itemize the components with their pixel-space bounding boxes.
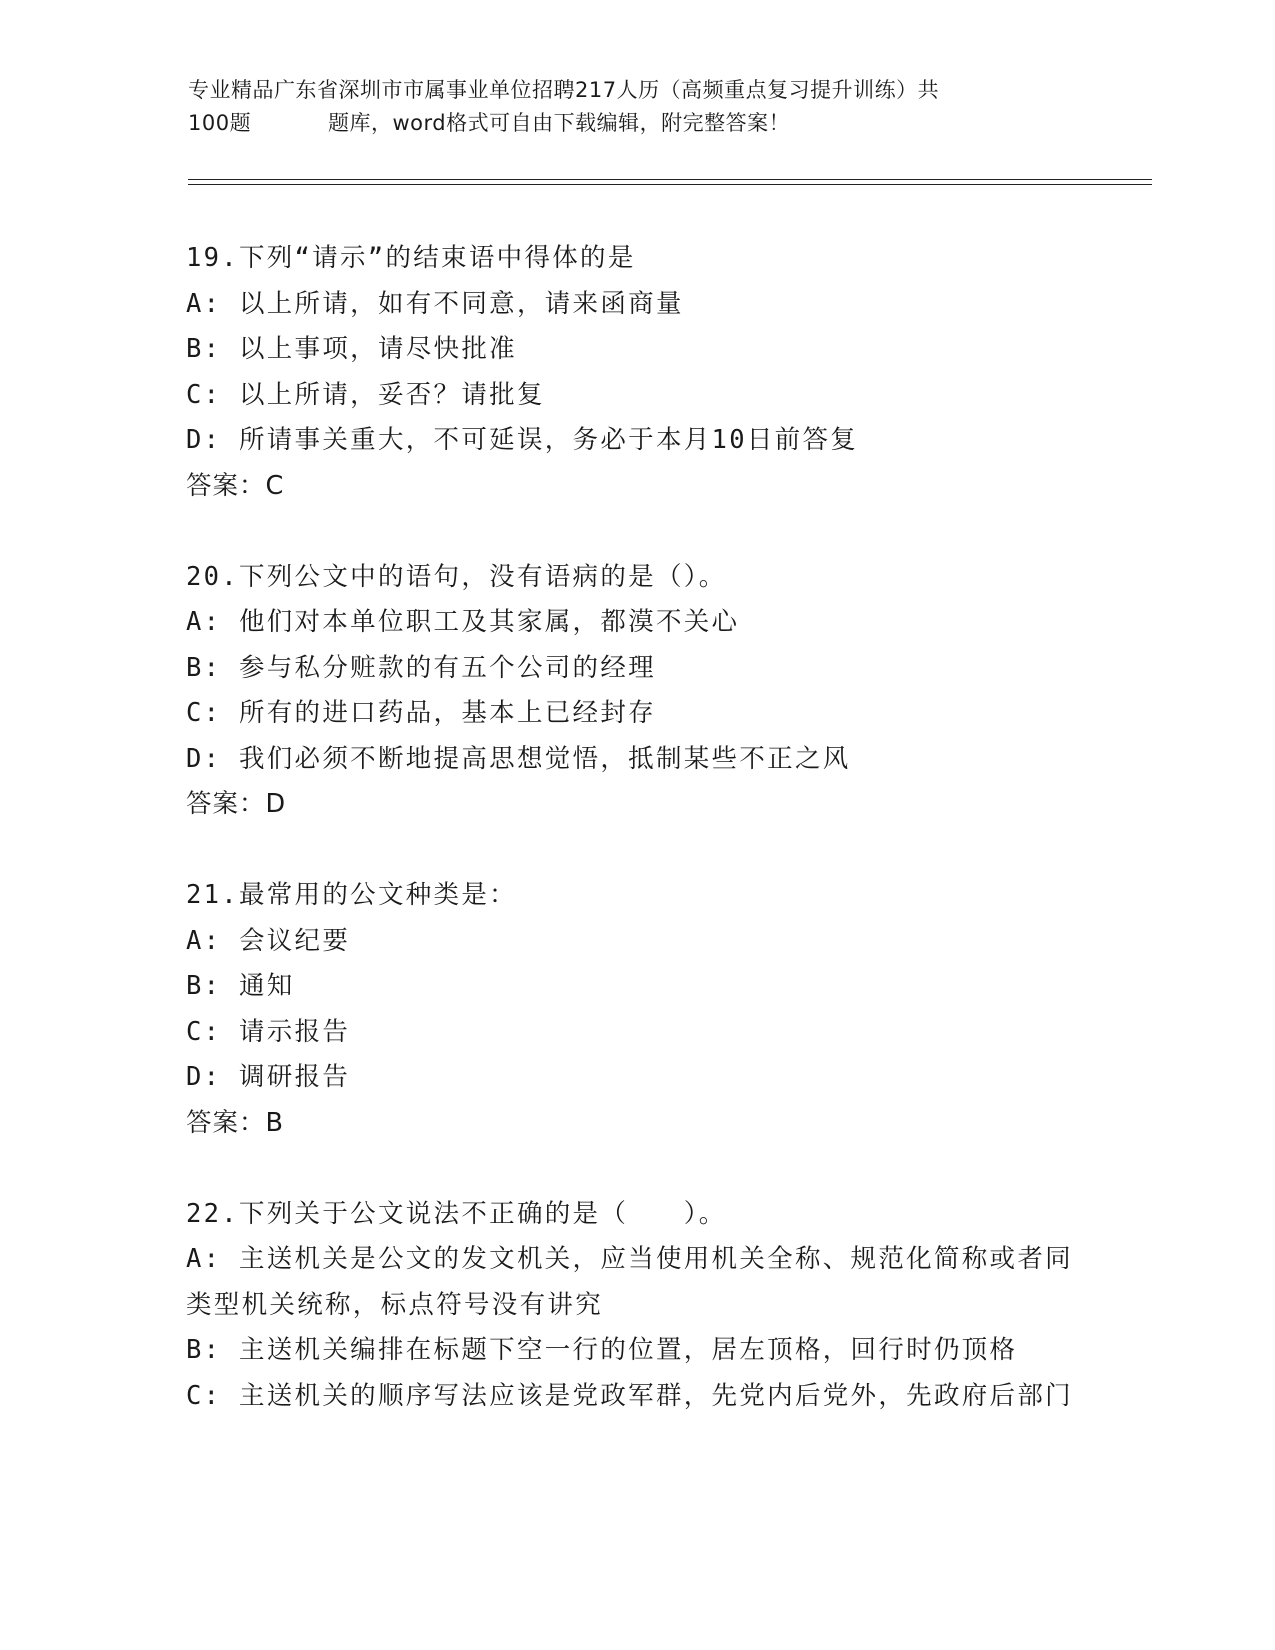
question-21 bbox=[186, 873, 1086, 1146]
header-divider-bottom bbox=[188, 184, 1152, 185]
answer-line: 答案：B bbox=[186, 1107, 284, 1138]
question-stem: 21.最常用的公文种类是： bbox=[186, 880, 517, 910]
option-a: A: 会议纪要 bbox=[186, 925, 351, 956]
option-d: D: 我们必须不断地提高思想觉悟，抵制某些不正之风 bbox=[186, 743, 851, 774]
option-c: C: 所有的进口药品，基本上已经封存 bbox=[186, 698, 656, 728]
option-c: C: 主送机关的顺序写法应该是党政军群，先党内后党外，先政府后部门 bbox=[186, 1380, 1073, 1411]
option-a: A: 主送机关是公文的发文机关，应当使用机关全称、规范化简称或者同类型机关统称，标点符号没有讲究 bbox=[186, 1244, 1073, 1320]
header-count: 100题 bbox=[188, 111, 252, 135]
question-stem: 22.下列关于公文说法不正确的是（ ）。 bbox=[186, 1198, 727, 1229]
question-19 bbox=[186, 236, 1086, 509]
option-c: C: 请示报告 bbox=[186, 1016, 351, 1047]
question-list bbox=[186, 236, 1086, 1465]
question-22 bbox=[186, 1192, 1086, 1420]
header-line-1: 专业精品广东省深圳市市属事业单位招聘217人历（高频重点复习提升训练）共 bbox=[188, 78, 940, 102]
header-line-2 bbox=[188, 107, 1068, 140]
option-d: D: 调研报告 bbox=[186, 1062, 351, 1092]
option-b: B: 以上事项，请尽快批准 bbox=[186, 334, 517, 364]
option-a: A: 他们对本单位职工及其家属，都漠不关心 bbox=[186, 607, 740, 637]
option-c: C: 以上所请，妥否？请批复 bbox=[186, 379, 545, 410]
question-stem: 20.下列公文中的语句，没有语病的是（）。 bbox=[186, 561, 727, 592]
option-a: A: 以上所请，如有不同意，请来函商量 bbox=[186, 288, 684, 319]
answer-line: 答案：C bbox=[186, 470, 285, 501]
option-b: B: 主送机关编排在标题下空一行的位置，居左顶格，回行时仍顶格 bbox=[186, 1335, 1018, 1365]
option-d: D: 所请事关重大，不可延误，务必于本月10日前答复 bbox=[186, 425, 859, 455]
option-b: B: 参与私分赃款的有五个公司的经理 bbox=[186, 652, 656, 683]
page-header bbox=[188, 74, 1068, 140]
answer-line: 答案：D bbox=[186, 789, 287, 819]
option-b: B: 通知 bbox=[186, 971, 295, 1001]
question-stem: 19.下列“请示”的结束语中得体的是 bbox=[186, 243, 636, 273]
question-20 bbox=[186, 555, 1086, 828]
header-description: 题库，word格式可自由下载编辑，附完整答案！ bbox=[328, 111, 791, 135]
header-divider-top bbox=[188, 179, 1152, 180]
